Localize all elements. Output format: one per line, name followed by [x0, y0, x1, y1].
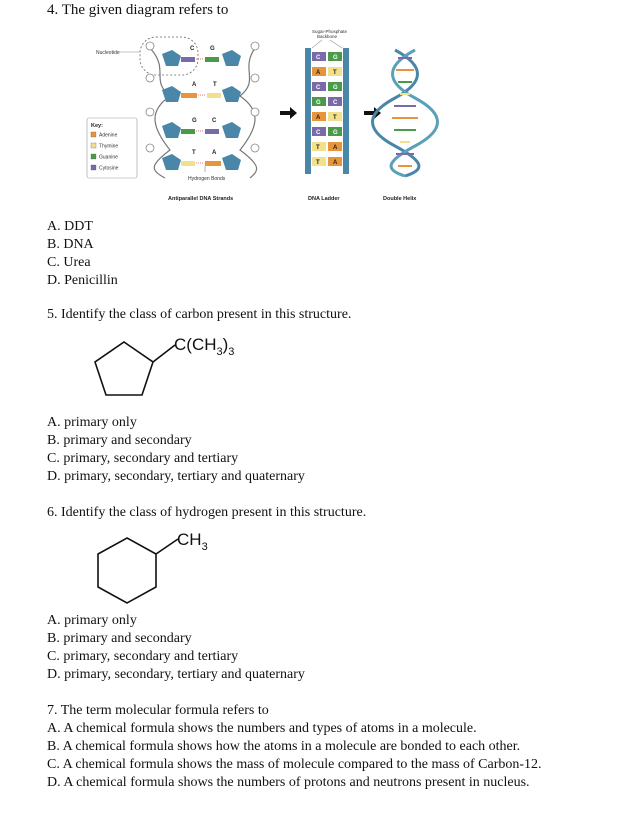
- key-guanine: Guanine: [99, 154, 118, 161]
- ladder-letter-left: T: [316, 145, 320, 151]
- ladder-letter-left: T: [316, 160, 320, 166]
- hydrogen-bonds-label: Hydrogen Bonds: [188, 176, 226, 182]
- row4-right-letter: A: [212, 150, 217, 156]
- question-4-text: 4. The given diagram refers to: [47, 2, 229, 18]
- ladder-letter-right: G: [333, 55, 338, 61]
- key-adenine: Adenine: [99, 132, 118, 139]
- q7-option-a[interactable]: A. A chemical formula shows the numbers and types of atoms in a molecule.: [47, 721, 477, 736]
- ladder-letter-right: A: [333, 145, 338, 151]
- q6-option-c[interactable]: C. primary, secondary and tertiary: [47, 649, 239, 664]
- q6-option-d[interactable]: D. primary, secondary, tertiary and quaternary: [47, 667, 305, 682]
- ladder-letter-left: C: [316, 55, 321, 61]
- question-7-text: 7. The term molecular formula refers to: [47, 703, 269, 718]
- ladder-letter-left: C: [316, 85, 321, 91]
- q4-option-a[interactable]: A. DDT: [47, 219, 93, 234]
- ladder-letter-left: C: [316, 130, 321, 136]
- backbone-label-line2: Backbone: [317, 34, 338, 39]
- q5-option-b[interactable]: B. primary and secondary: [47, 433, 192, 448]
- q5-option-c[interactable]: C. primary, secondary and tertiary: [47, 451, 239, 466]
- row2-left-letter: A: [192, 82, 197, 88]
- q6-option-a[interactable]: A. primary only: [47, 613, 137, 628]
- row1-right-letter: G: [210, 46, 215, 52]
- question-6-text: 6. Identify the class of hydrogen present in this structure.: [47, 505, 367, 520]
- ladder-letter-right: C: [333, 100, 338, 106]
- key-thymine: Thymine: [99, 143, 119, 150]
- q6-substituent-label: $CH_3$: [177, 530, 208, 553]
- q7-option-d[interactable]: D. A chemical formula shows the numbers of protons and neutrons present in nucleus.: [47, 775, 530, 790]
- key-title: Key:: [91, 123, 103, 129]
- nucleotide-label: Nucleotide: [96, 50, 120, 56]
- row1-left-letter: C: [190, 46, 195, 52]
- ladder-letter-right: A: [333, 160, 338, 166]
- q4-option-b[interactable]: B. DNA: [47, 237, 94, 252]
- row4-left-letter: T: [192, 150, 196, 156]
- ladder-letter-right: T: [333, 70, 337, 76]
- q5-option-d[interactable]: D. primary, secondary, tertiary and quaternary: [47, 469, 305, 484]
- caption-strands: Antiparallel DNA Strands: [168, 196, 234, 202]
- question-5-text: 5. Identify the class of carbon present in this structure.: [47, 307, 352, 322]
- key-cytosine: Cytosine: [99, 165, 119, 172]
- caption-helix: Double Helix: [383, 196, 417, 202]
- q7-option-b[interactable]: B. A chemical formula shows how the atoms in a molecule are bonded to each other.: [47, 739, 521, 754]
- ladder-letter-right: G: [333, 85, 338, 91]
- q5-option-a[interactable]: A. primary only: [47, 415, 137, 430]
- q4-option-d[interactable]: D. Penicillin: [47, 273, 118, 288]
- q7-option-c[interactable]: C. A chemical formula shows the mass of molecule compared to the mass of Carbon-12.: [47, 757, 542, 772]
- caption-ladder: DNA Ladder: [308, 196, 340, 202]
- q5-substituent-label: $C(CH_3)_3$: [174, 335, 235, 358]
- ladder-letter-left: A: [316, 115, 321, 121]
- row3-left-letter: G: [192, 118, 197, 124]
- q4-option-c[interactable]: C. Urea: [47, 255, 91, 270]
- ladder-letter-right: T: [333, 115, 337, 121]
- ladder-letter-left: G: [316, 100, 321, 106]
- ladder-letter-left: A: [316, 70, 321, 76]
- backbone-label-line1: Sugar-Phosphate: [312, 29, 348, 34]
- row3-right-letter: C: [212, 118, 217, 124]
- ladder-letter-right: G: [333, 130, 338, 136]
- row2-right-letter: T: [213, 82, 217, 88]
- q6-option-b[interactable]: B. primary and secondary: [47, 631, 192, 646]
